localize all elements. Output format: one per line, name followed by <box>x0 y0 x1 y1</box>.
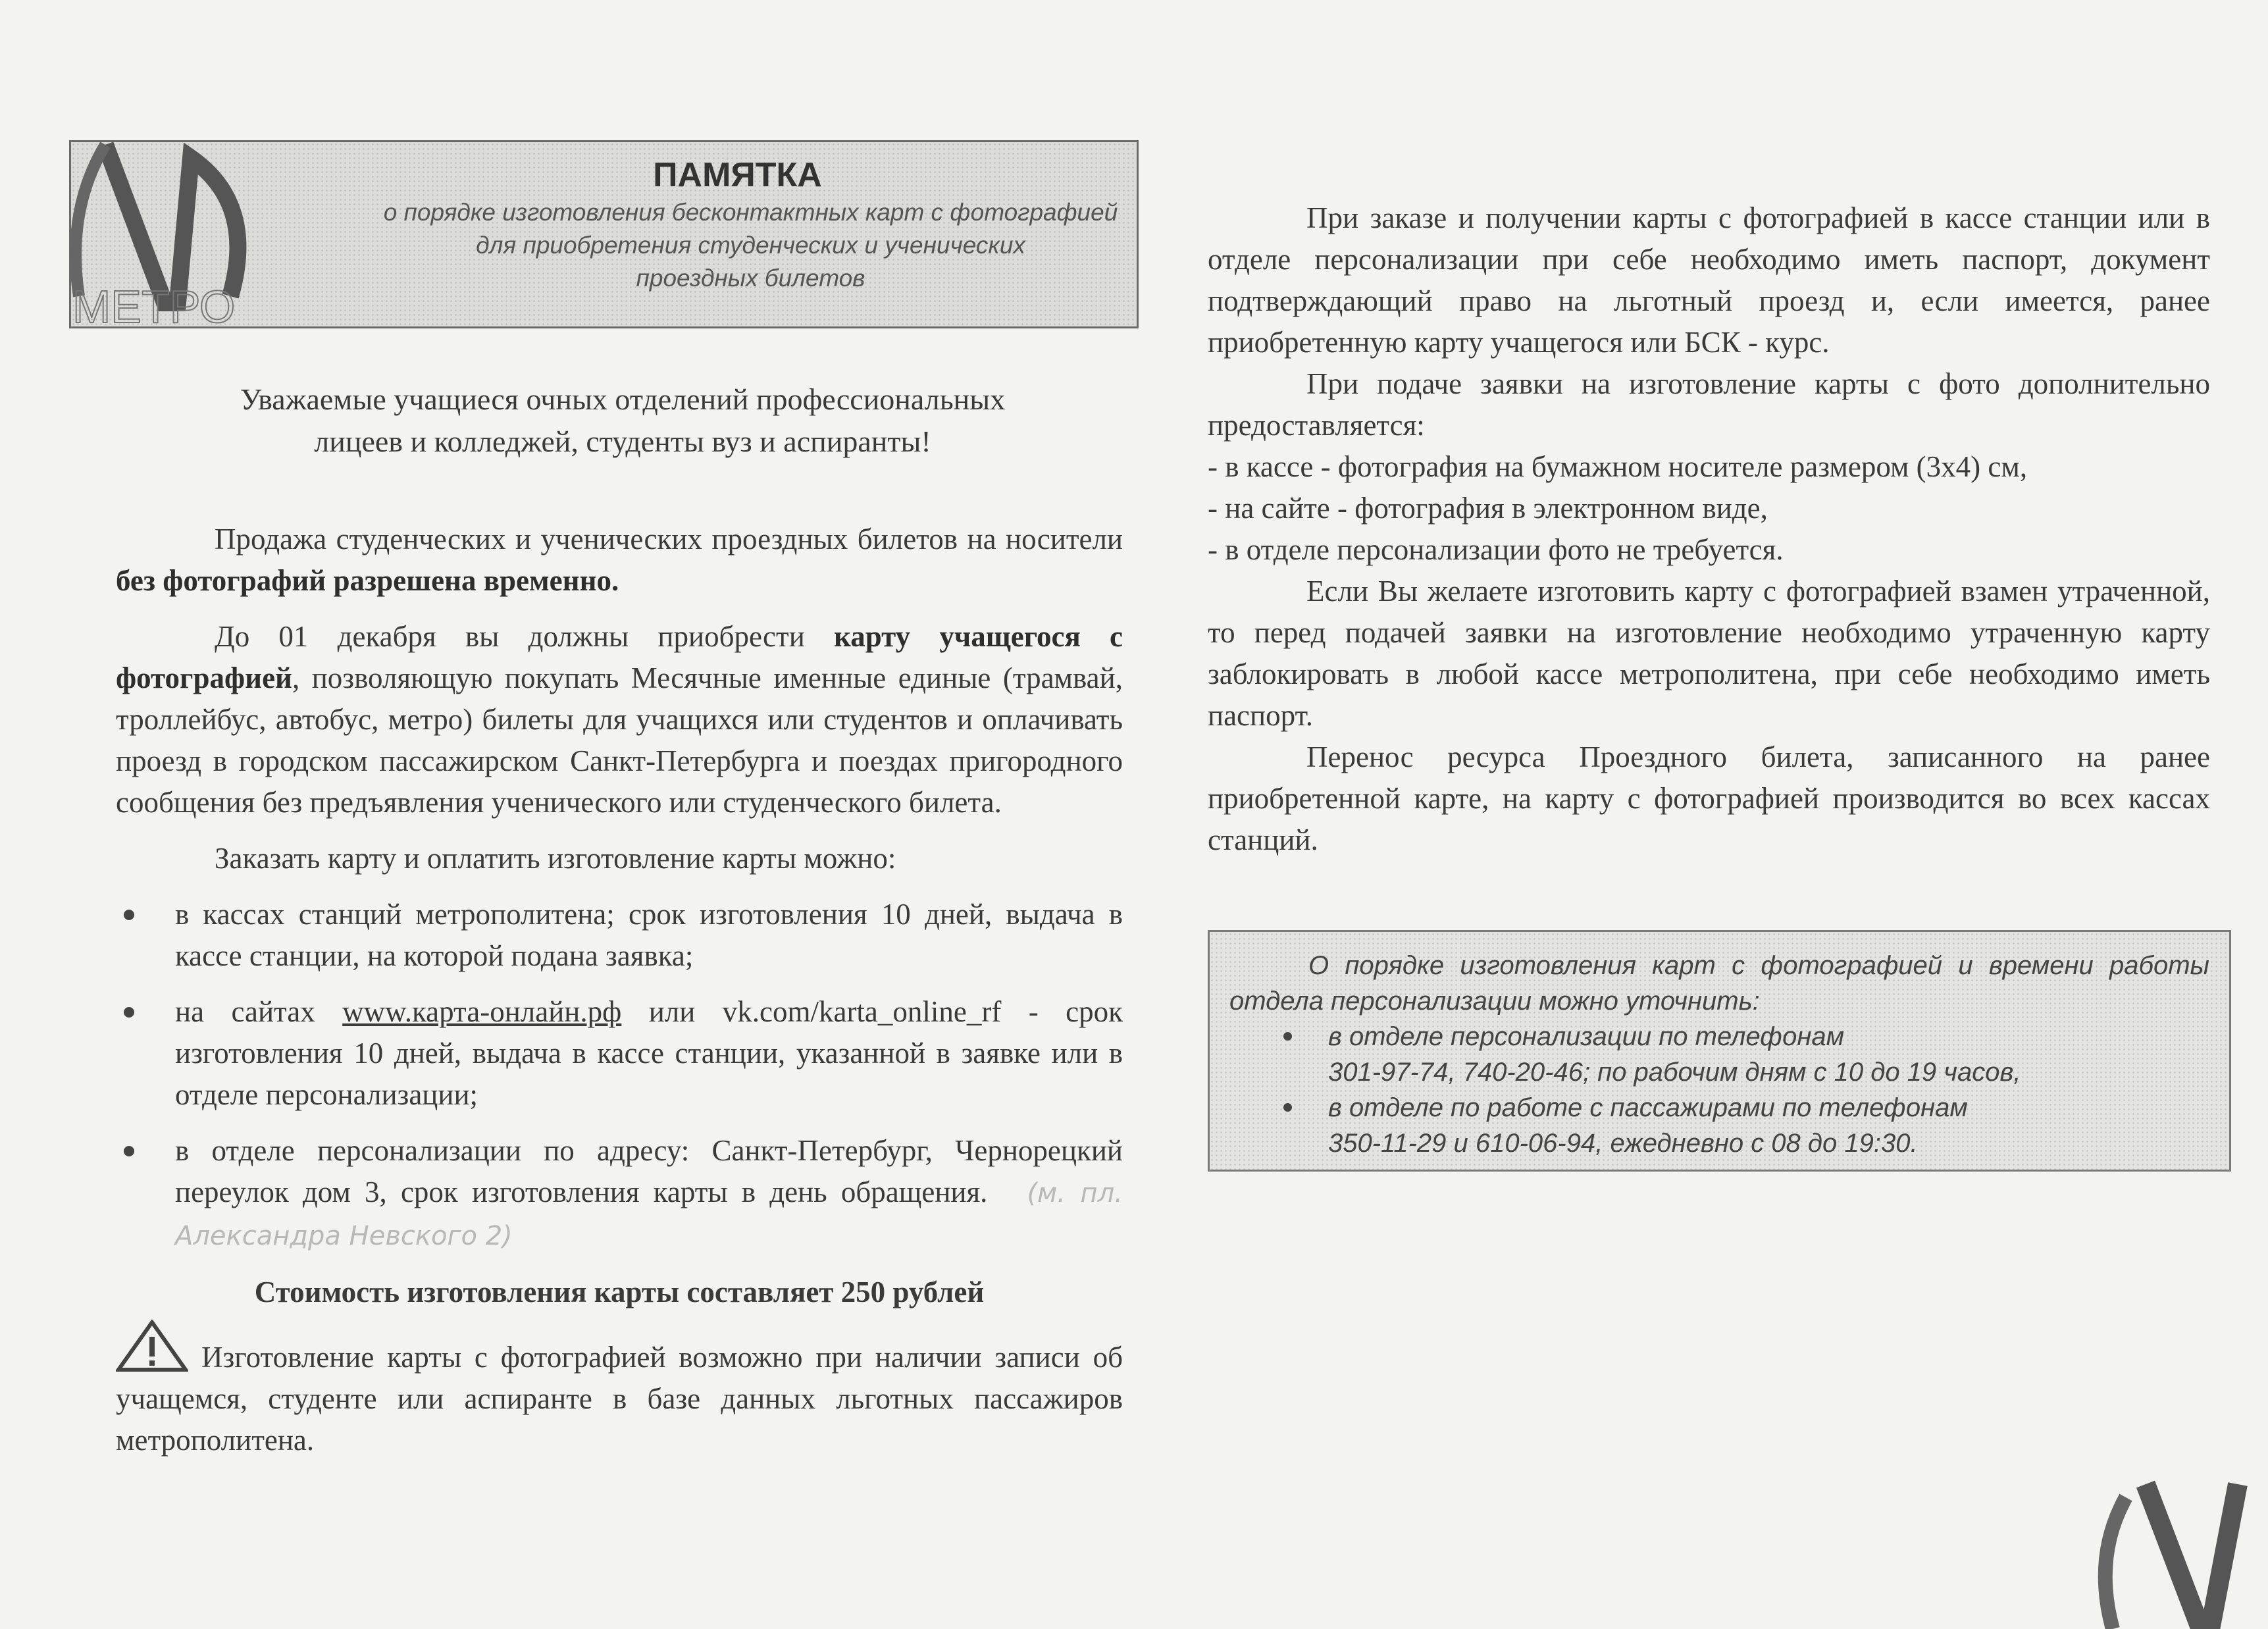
list-item <box>116 991 1123 1116</box>
phone-text: 350-11-29 и 610-06-94, ежедневно с 08 до 19:30. <box>1328 1129 1918 1158</box>
metro-logo-icon <box>66 132 270 329</box>
dash-item: - на сайте - фотография в электронном виде, <box>1208 492 1768 525</box>
handwritten-note: (м. пл. Александра Невского 2) <box>175 1178 1123 1251</box>
paragraph-documents: При заказе и получении карты с фотографией в кассе станции или в отделе персонализации при себе необходимо иметь паспорт, документ подтверждающий право на льготный проезд и, если имеется, ранее приобретенную карту учащегося или БСК - курс. <box>1208 201 2210 359</box>
order-options-list <box>116 894 1123 1257</box>
dash-item: - в кассе - фотография на бумажном носителе размером (3х4) см, <box>1208 450 2028 483</box>
text: или vk.com/karta_online_rf - срок изготовления 10 дней, выдача в кассе станции, указанной в заявке или в отделе персонализации; <box>175 995 1123 1111</box>
warning-paragraph <box>116 1320 1123 1461</box>
text: До 01 декабря вы должны приобрести <box>215 620 834 653</box>
info-box <box>1208 930 2231 1172</box>
svg-text:МЕТРО: МЕТРО <box>72 281 236 329</box>
subtitle-line: проездных билетов <box>636 265 865 292</box>
bold-text: без фотографий разрешена временно. <box>116 564 619 597</box>
bullet-icon <box>124 1007 134 1018</box>
right-column <box>1208 197 2210 875</box>
text: , позволяющую покупать Месячные именные единые (трамвай, троллейбус, автобус, метро) билеты для учащихся или студентов и оплачивать проезд в городском пассажирском Санкт-Петербурга и поездах пригородного сообщения без предъявления ученического или студенческого билета. <box>116 661 1123 819</box>
info-intro: О порядке изготовления карт с фотографией и времени работы отдела персонализации можно уточнить: <box>1229 951 2209 1016</box>
subtitle-line: для приобретения студенческих и ученических <box>476 232 1025 259</box>
text: Продажа студенческих и ученических проездных билетов на носители <box>215 523 1123 556</box>
phone-text: 301-97-74, 740-20-46; по рабочим дням с 10 до 19 часов, <box>1328 1058 2021 1087</box>
page-title: ПАМЯТКА <box>653 156 822 194</box>
paragraph-sale <box>116 519 1123 602</box>
bold-text: карту учащегося с фотографией <box>116 620 1123 694</box>
list-item <box>1229 1019 2209 1090</box>
text: в отделе по работе с пассажирами по телефонам <box>1328 1093 1968 1122</box>
subtitle-line: о порядке изготовления бесконтактных карт с фотографией <box>383 199 1118 226</box>
list-item <box>116 894 1123 977</box>
bullet-icon <box>1283 1032 1292 1041</box>
greeting-line: Уважаемые учащиеся очных отделений профессиональных <box>240 382 1006 416</box>
cost-notice: Стоимость изготовления карты составляет 250 рублей <box>254 1276 985 1308</box>
text: в кассах станций метрополитена; срок изготовления 10 дней, выдача в кассе станции, на которой подана заявка; <box>175 898 1123 972</box>
greeting-line: лицеев и колледжей, студенты вуз и аспиранты! <box>314 425 931 458</box>
text: в отделе персонализации по адресу: Санкт-Петербург, Чернорецкий переулок дом 3, срок изготовления карты в день обращения. <box>175 1134 1123 1208</box>
metro-logo-icon <box>2086 1458 2268 1629</box>
warning-triangle-icon <box>116 1320 188 1372</box>
paragraph-transfer: Перенос ресурса Проездного билета, записанного на ранее приобретенной карте, на карту с фотографией производится во всех кассах станций. <box>1208 740 2210 856</box>
paragraph-photo: При подаче заявки на изготовление карты с фото дополнительно предоставляется: <box>1208 367 2210 442</box>
bullet-icon <box>124 910 134 920</box>
paragraph-lost-card: Если Вы желаете изготовить карту с фотографией взамен утраченной, то перед подачей заявки на изготовление необходимо утраченную карту заблокировать в любой кассе метрополитена, при себе необходимо иметь паспорт. <box>1208 575 2210 732</box>
bullet-icon <box>1283 1103 1292 1112</box>
left-column <box>116 519 1123 1476</box>
list-item <box>116 1130 1123 1257</box>
dash-item: - в отделе персонализации фото не требуется. <box>1208 533 1784 566</box>
paragraph-deadline <box>116 616 1123 823</box>
text: на сайтах <box>175 995 343 1028</box>
text: в отделе персонализации по телефонам <box>1328 1022 1845 1051</box>
list-item <box>1229 1090 2209 1161</box>
website-link[interactable]: www.карта-онлайн.рф <box>342 995 622 1028</box>
order-intro: Заказать карту и оплатить изготовление карты можно: <box>215 842 896 875</box>
text: Изготовление карты с фотографией возможно при наличии записи об учащемся, студенте или аспиранте в базе данных льготных пассажиров метрополитена. <box>116 1341 1123 1457</box>
bullet-icon <box>124 1146 134 1156</box>
greeting <box>116 378 1129 463</box>
contact-list <box>1229 1019 2209 1161</box>
